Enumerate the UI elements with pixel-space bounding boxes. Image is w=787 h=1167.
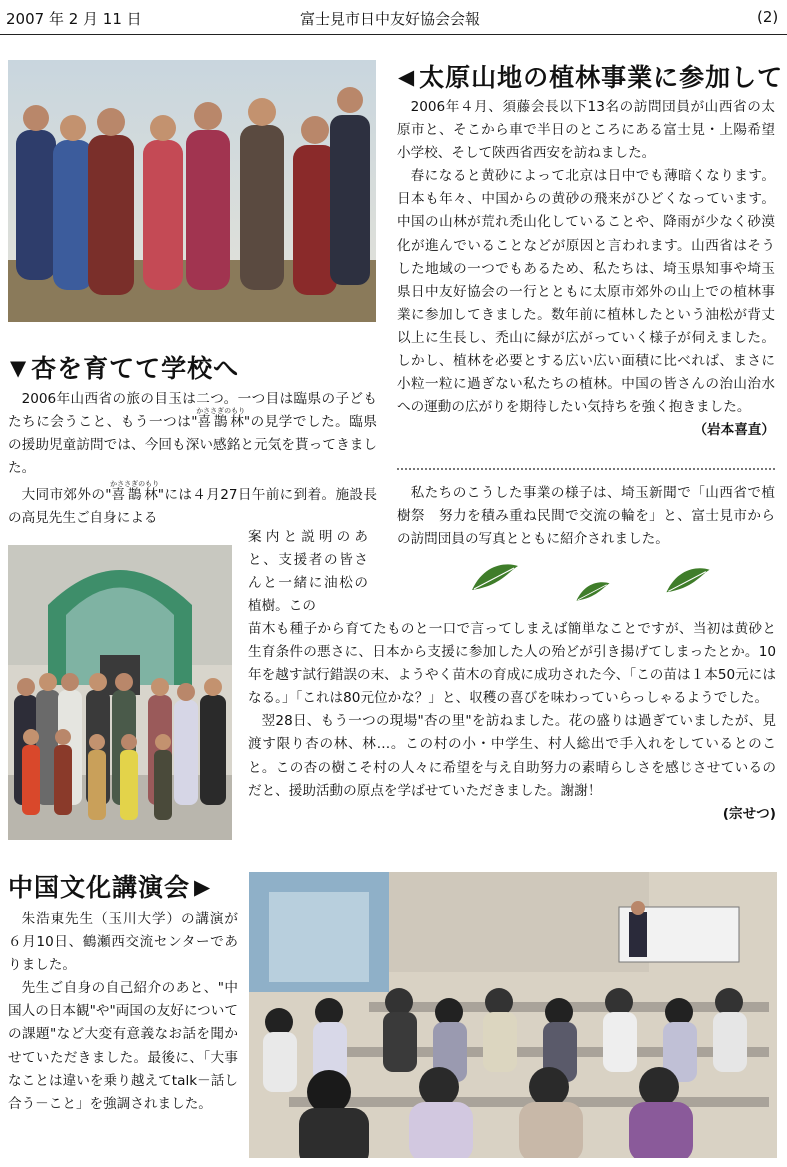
page-number: (2): [757, 8, 779, 26]
article-2-intro: [8, 388, 377, 531]
article-3-title-text: 中国文化講演会: [8, 873, 191, 902]
text-run: "には４月27日午前に到着。施設長の高見先生ご自身による: [8, 487, 377, 527]
text-run: 大同市郊外の": [21, 487, 112, 504]
article-2-paragraph: 苗木も種子から育てたものと一口で言ってしまえば簡単なことですが、当初は黄砂と生育条件の悪さに、日本から支援に参加した人の殆どが引き揚げてしまったとか。10年を越す試行錯誤の末、ようやく苗木の育成に成功された今、「この苗は１本50元にはなる。」「これは80元位かな？」と、収穫の喜びを味わっていらっしゃるようでした。: [248, 621, 776, 707]
article-1-signature: （岩本喜直）: [693, 422, 775, 439]
text-run: "の見学でした。臨県の援助児童訪問では、今回も深い感銘と元気を貰ってきました。: [8, 414, 377, 477]
article-1-title-text: 太原山地の植林事業に参加して: [419, 63, 784, 92]
left-triangle-icon: ◀: [398, 65, 416, 89]
article-2-signature: (宗せつ): [722, 805, 776, 822]
tree-planting-photo: [8, 60, 376, 322]
article-3-paragraph: 先生ご自身の自己紹介のあと、"中国人の日本観"や"両国の友好についての課題"など大変有意義なお話を聞かせていただきました。最後に、「大事なことは違いを乗り越えてtalk－話し合う－こと」を強調されました。: [8, 980, 238, 1112]
wrap-text: 案内と説明のあと、支援者の皆さんと一緒に油松の植樹。この: [248, 529, 368, 615]
page-header: [0, 4, 787, 35]
ruby-reading: かささぎのもり: [110, 480, 160, 489]
dotted-divider: [397, 468, 775, 470]
issue-date: 2007 年 2 月 11 日: [6, 10, 142, 28]
article-1-paragraph: 春になると黄砂によって北京は日中でも薄暗くなります。日本も年々、中国からの黄砂の飛来がひどくなっています。中国の山林が荒れ禿山化していることや、降雨が少なく砂漠化が進んでいることなどが原因と言われます。山西省はそうした地域の一つでもあるため、私たちは、埼玉県知事や埼玉県日中友好協会の一行とともに太原市郊外の山上での植林事業に参加してきました。数年前に植林したという油松が背丈以上に生長し、禿山に緑が広がっていく様子が伺えました。しかし、植林を必要とする広い広い面積に比べれば、まさに小粒一粒に過ぎない私たちの植林。中国の皆さんの治山治水への運動の広がりを期待したい気持ちを強く抱きました。: [397, 168, 775, 416]
article-2-title-text: 杏を育てて学校へ: [31, 354, 240, 383]
article-2-body: [248, 618, 776, 826]
newsletter-title: 富士見市日中友好協会会報: [300, 10, 481, 28]
ruby-reading: かささぎのもり: [196, 407, 246, 416]
article-2-paragraph: 翌28日、もう一つの現場"杏の里"を訪ねました。花の盛りは過ぎていましたが、見渡す限り杏の林、林…。この村の小・中学生、村人総出で手入れをしているとのこと。この杏の樹こそ村の人々に希望を与え自助努力の素晴らしさを感じさせているのだと、援助活動の原点を学ばせていただきました。謝謝！: [248, 713, 776, 799]
article-1-note: [397, 482, 775, 551]
text-run: 2006年山西省の旅の目玉は二つ。一つ目は臨県の子どもたちに会うこと、もう一つは": [8, 391, 377, 431]
down-triangle-icon: ▼: [10, 356, 28, 380]
article-2-paragraph: [8, 388, 377, 480]
lecture-photo: [249, 872, 777, 1158]
article-2-title: [10, 349, 239, 385]
article-1-title: [398, 58, 783, 94]
article-2-paragraph: [8, 480, 377, 530]
leaf-icon: [470, 562, 520, 594]
school-group-photo: [8, 545, 232, 840]
ruby-word: 喜鵲林: [110, 487, 160, 504]
article-3-body: [8, 908, 238, 1116]
article-3-title: [8, 868, 215, 904]
leaf-icon: [664, 566, 712, 596]
article-2-wrap-text: [248, 526, 368, 618]
right-triangle-icon: ▶: [194, 875, 212, 899]
article-1-note-text: 私たちのこうした事業の様子は、埼玉新聞で「山西省で植樹祭 努力を積み重ね民間で交流の輪を」と、富士見市からの訪問団員の写真とともに紹介されました。: [397, 485, 775, 548]
article-1-paragraph: 2006年４月、須藤会長以下13名の訪問団員が山西省の太原市と、そこから車で半日のところにある富士見・上陽希望小学校、そして陝西省西安を訪ねました。: [397, 99, 775, 162]
article-1-body: [397, 96, 775, 442]
leaf-icon: [575, 580, 611, 604]
ruby-word: 喜鵲林: [196, 414, 246, 431]
article-3-paragraph: 朱浩東先生（玉川大学）の講演が６月10日、鶴瀬西交流センターでありました。: [8, 911, 238, 974]
